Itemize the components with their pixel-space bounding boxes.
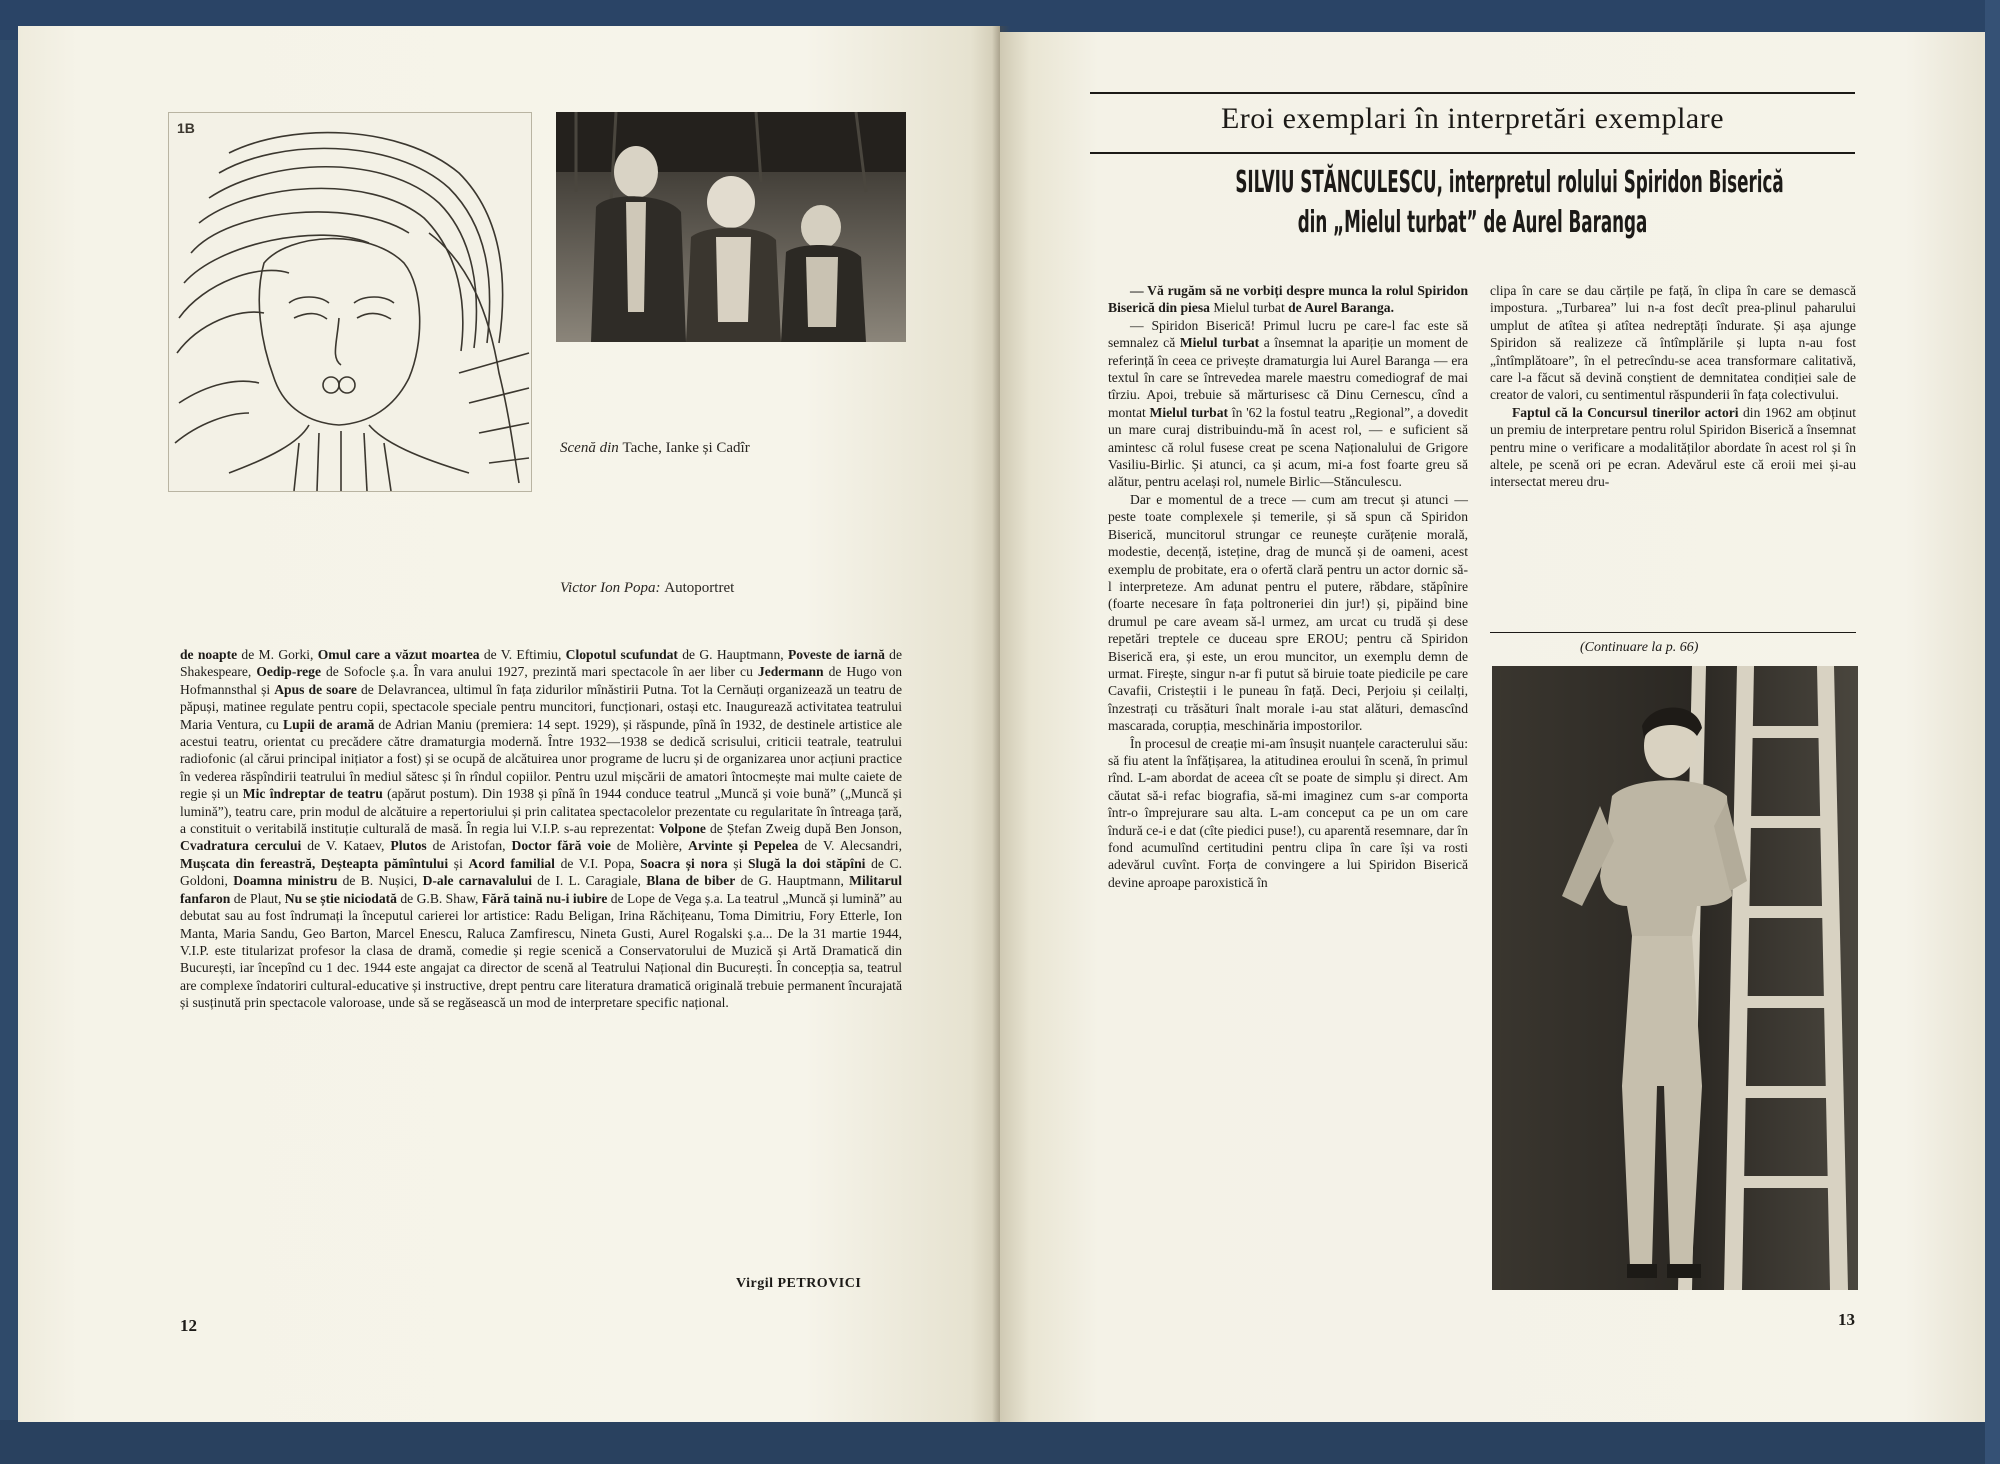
- portrait-drawing-svg: [169, 113, 531, 491]
- stage-photo: [556, 112, 906, 342]
- caption-rest: Tache, Ianke și Cadîr: [622, 440, 750, 456]
- continuation-rule: [1490, 632, 1856, 633]
- caption-italic: Scenă din: [560, 440, 619, 456]
- author-signature: Virgil PETROVICI: [736, 1276, 862, 1291]
- caption-rest: Autoportret: [664, 580, 735, 596]
- book-cover-bottom: [0, 1420, 2000, 1464]
- book-cover-right: [1985, 0, 2000, 1464]
- left-body-text: de noapte de M. Gorki, Omul care a văzut moartea de V. Eftimiu, Clopotul scufundat de G. Hauptmann, Poveste de iarnă de Shakespeare, Oedip-rege de Sofocle ș.a. În vara anului 1927, prezintă mari spectacole în aer liber cu Jedermann de Hugo von Hofmannsthal și Apus de soare de Delavrancea, ultimul în fața zidurilor mînăstirii Putna. Tot la Cernăuți organizează un teatru de păpuși, matinee regulate pentru copii, spectacole speciale pentru muncitori, funcționari, ostași etc. Inaugurează activitatea teatrului Maria Ventura, cu Lupii de aramă de Adrian Maniu (premiera: 14 sept. 1929), și răspunde, pînă în 1932, de destinele artistice ale acestui teatru, orientat cu precădere către dramaturgia modernă. Între 1932—1938 se dedică scrisului, criticii teatrale, teatrului radiofonic (al cărui principal inițiator a fost) și se ocupă de alcătuirea unor programe de lucru și de organizarea unor acțiuni practice în vederea răspîndirii teatrului în mediul sătesc și în rîndul copiilor. Pentru uzul mișcării de amatori întocmește mai multe caiete de regie și un Mic îndreptar de teatru (apărut postum). Din 1938 și pînă în 1944 conduce teatrul „Muncă și voie bună” („Muncă și lumină”), teatru care, prin modul de alcătuire a repertoriului și prin calitatea spectacolelor prezentate cu regularitate în întreaga țară, a constituit o veritabilă instituție culturală de masă. În regia lui V.I.P. s-au reprezentat: Volpone de Ștefan Zweig după Ben Jonson, Cvadratura cercului de V. Kataev, Plutos de Aristofan, Doctor fără voie de Molière, Arvinte și Pepelea de V. Alecsandri, Mușcata din fereastră, Deșteapta pămîntului și Acord familial de V.I. Popa, Soacra și nora și Slugă la doi stăpîni de C. Goldoni, Doamna ministru de B. Nușici, D-ale carnavalului de I. L. Caragiale, Blana de biber de G. Hauptmann, Militarul fanfaron de Plaut, Nu se știe niciodată de G.B. Shaw, Fără taină nu-i iubire de Lope de Vega ș.a. La teatrul „Muncă și lumină” au debutat sau au fost îndrumați la începutul carierei lor artistice: Radu Beligan, Irina Răchițeanu, Toma Dimitriu, Fory Etterle, Ion Manta, Maria Sandu, Geo Barton, Marcel Enescu, Raluca Zamfirescu, Nineta Gusti, Aurel Rogalski ș.a... De la 31 martie 1944, V.I.P. este titularizat profesor la clasa de dramă, comedie și regie scenică a Conservatorului de Muzică și Artă Dramatică din București, iar începînd cu 1 dec. 1944 este angajat ca director de scenă al Teatrului Național din București. În concepția sa, teatrul are complexe îndatoriri cultural-educative și instructive, drept pentru care literatura dramatică originală trebuie permanent încurajată și susținută prin spectacole valoroase, unde să se regăsească un mod de interpretare specific național.: [180, 647, 903, 1011]
- left-page: [18, 26, 1000, 1422]
- stage-photo-svg: [556, 112, 906, 342]
- interview-title-line2: din „Mielul turbat” de Aurel Baranga: [1297, 205, 1648, 240]
- svg-text:1B: 1B: [177, 120, 195, 136]
- stage-photo-caption: [560, 438, 840, 459]
- section-header: Eroi exemplari în interpretări exemplare: [1220, 102, 1725, 135]
- header-rule-top: [1090, 92, 1855, 94]
- page-number-right: 13: [1838, 1310, 1855, 1329]
- actor-photo-svg: [1492, 666, 1858, 1290]
- right-page: [1000, 32, 1985, 1422]
- page-number-left: 12: [180, 1316, 197, 1335]
- portrait-caption: [560, 578, 800, 599]
- continuation-note: (Continuare la p. 66): [1580, 640, 1699, 655]
- portrait-drawing: [168, 112, 532, 492]
- actor-photo: [1492, 666, 1858, 1290]
- interview-title-line1: SILVIU STĂNCULESCU, interpretul rolului Spiridon Biserică: [1235, 165, 1784, 200]
- right-column-2: clipa în care se dau cărțile pe față, în clipa în care se demască impostura. „Turbarea” lui n-a fost decît prea-plinul paharului umplut de atîtea și atîtea nedreptăți îndurate. Și așa ajunge Spiridon să realizeze că întîmplările și lupta n-au fost „întîmplătoare”, în el petrecîndu-se acea transformare calitativă, care l-a făcut să devină conștient de demnitatea condiției sale de creator de valori, cu sentimentul răspunderii în fața colectivului. Faptul că la Concursul tinerilor actori din 1962 am obținut un premiu de interpretare pentru rolul Spiridon Biserică a însemnat pentru mine o verificare a modalităților abordate în acest rol și în altele, pe scenă ori pe ecran. Adevărul este că eroii mei și-au intersectat mereu dru-: [1490, 283, 1857, 490]
- right-column-1: — Vă rugăm să ne vorbiți despre munca la rolul Spiridon Biserică din piesa Mielul turbat de Aurel Baranga. — Spiridon Biserică! Primul lucru pe care-l fac este să semnalez că Mielul turbat a însemnat la apariție un moment de referință în ceea ce privește dramaturgia lui Aurel Baranga — era textul în care se întrevedea marele maestru comediograf de mai tîrziu. Apoi, trebuie să mărturisesc că Dinu Cernescu, cînd a montat Mielul turbat în '62 la fostul teatru „Regional”, a dovedit un mare curaj distribuindu-mă în acest rol, — e suficient să amintesc că rolul fusese creat pe scena Naționalului de Grigore Vasiliu-Birlic. Și atunci, ca și acum, mi-a fost foarte greu să alătur, pentru același rol, numele Birlic—Stănculescu. Dar e momentul de a trece — cum am trecut și atunci — peste toate complexele și temerile, și să spun că Spiridon Biserică, muncitorul strungar ce reunește curățenie morală, modestie, decență, isteține, drag de muncă și de oameni, acest exemplu de probitate, era o ofertă clară pentru un actor dornic să-l interpreteze. Am adunat pentru el putere, răbdare, stăpînire (foarte necesare în fața poltroneriei din jur!) și, pipăind bine drumul pe care aveam să-l urmez, am urcat cu trudă și dese repetări treptele ce duceau spre EROU; pentru că Spiridon Biserică era, și este, un erou muncitor, un exemplu demn de urmat. Firește, singur n-ar fi putut să biruie toate piedicile pe care Cavafii, Cristeștii i le puneau în față. Deci, Perjoiu și ceilalți, înzestrați cu trăsături înalt morale i-au stat alături, demascînd mascarada, corupția, meschinăria impostorilor. În procesul de creație mi-am însușit nuanțele caracterului său: să fiu atent la înfățișarea, la atitudinea eroului în scenă, în primul rînd. L-am abordat de aceea cît se poate de simplu și direct. Am căutat să-i refac biografia, să-mi imaginez cum s-ar comporta într-o împrejurare sau alta. L-am conceput ca pe un om care îndură ce-i e dat (cîte piedici puse!), cu aparentă resemnare, dar în fond acumulînd certitudini pentru clipa în care își va rosti adevărul cuvînt. Forța de convingere a lui Spiridon Biserică devine aproape paroxistică în: [1108, 283, 1468, 890]
- header-rule-bottom: [1090, 152, 1855, 154]
- caption-italic: Victor Ion Popa:: [560, 580, 661, 596]
